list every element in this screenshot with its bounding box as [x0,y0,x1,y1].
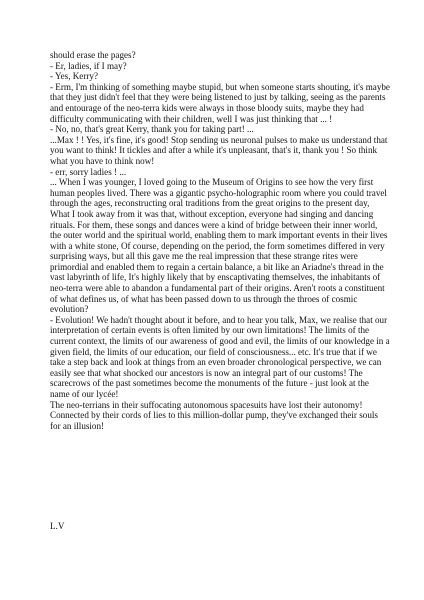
paragraph: - Evolution! We hadn't thought about it before, and to hear you talk, Max, we realise that our interpretation of certain events is often limited by our own limitations! The limits of the current context, the limits of our awareness of good and evil, the limits of our knowledge in a given field, the limits of our education, our field of consciousness... etc. It's true that if we take a step back and look at things from an even broader chronological perspective, we can easily see that what shocked our ancestors is now an integral part of our customs! The scarecrows of the past sometimes become the monuments of the future - just look at the name of our lycée! [50,314,390,399]
paragraph: - Erm, I'm thinking of something maybe stupid, but when someone starts shouting, it's maybe that they just didn't feel that they were being listened to just by talking, seeing as the parents and entourage of the neo-terra kids were always in those bloody suits, maybe they had difficulty communicating with their children, well I was just thinking that ... ! [50,81,390,124]
paragraph: The neo-terrians in their suffocating autonomous spacesuits have lost their autonomy! Connected by their cords of lies to this million-dollar pump, they've exchanged their souls for an illusion! [50,399,378,431]
document-body [50,50,390,431]
paragraph: - Er, ladies, if I may? [50,60,127,71]
paragraph: - Yes, Kerry? [50,71,98,82]
paragraph: ... When I was younger, I loved going to the Museum of Origins to see how the very first human peoples lived. There was a gigantic psycho-holographic room where you could travel through the ages, reconstructing oral traditions from the great origins to the present day, What I took away from it was that, without exception, everyone had singing and dancing rituals. For them, these songs and dances were a kind of bridge between their inner world, the outer world and the spiritual world, enabling them to mark important events in their lives with a white stone, Of course, depending on the period, the form sometimes differed in very surprising ways, but all this gave me the real impression that these strange rites were primordial and enabled them to regain a certain balance, a bit like an Ariadne's thread in the vast labyrinth of life, It's highly likely that by enscaptivating themselves, the inhabitants of neo-terra were able to abandon a fundamental part of their origins. Aren't roots a constituent of what defines us, of what has been passed down to us through the throes of cosmic evolution? [50,177,388,315]
signature: L.V [50,521,65,531]
paragraph: - No, no, that's great Kerry, thank you for taking part! ... [50,124,254,135]
paragraph: should erase the pages? [50,50,136,60]
paragraph: ...Max ! ! Yes, it's fine, it's good! Stop sending us neuronal pulses to make us understand that you want to think! It tickles and after a while it's unpleasant, that's it, thank you ! So think what you have to think now! [50,134,388,166]
paragraph: - err, sorry ladies ! ... [50,166,127,177]
